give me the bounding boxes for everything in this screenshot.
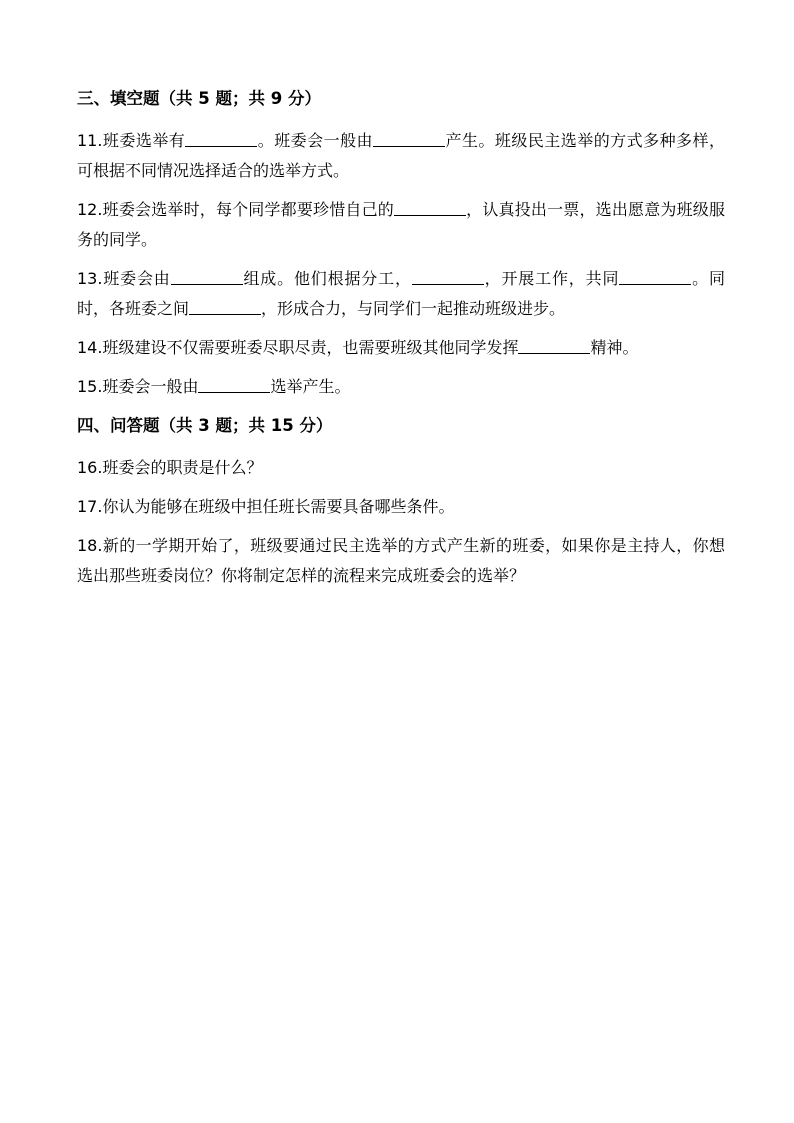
question-13-blank-2[interactable] [412,268,484,285]
question-14-blank-1[interactable] [518,337,590,354]
question-13-text-1: 13.班委会由 [77,269,171,288]
question-15 [77,372,725,402]
question-13 [77,264,725,324]
question-12-text-2: ，认真投出一票，选出愿意为班级服务的同学。 [77,200,725,249]
question-13-text-3: ，开展工作，共同 [483,269,620,288]
question-12 [77,195,725,255]
question-15-blank-1[interactable] [198,376,270,393]
question-12-text-1: 12.班委会选举时，每个同学都要珍惜自己的 [77,200,394,219]
question-13-blank-1[interactable] [171,268,243,285]
question-16: 16.班委会的职责是什么？ [77,458,263,477]
question-14 [77,333,725,363]
question-14-text-1: 14.班级建设不仅需要班委尽职尽责，也需要班级其他同学发挥 [77,338,519,357]
question-17: 17.你认为能够在班级中担任班长需要具备哪些条件。 [77,497,455,516]
document-content [77,84,725,600]
question-13-blank-3[interactable] [619,268,691,285]
question-18: 18.新的一学期开始了，班级要通过民主选举的方式产生新的班委，如果你是主持人，你想选出那些班委岗位？你将制定怎样的流程来完成班委会的选举？ [77,536,725,585]
question-11-text-3: 产生。班级民主选举的方式多种多样，可根据不同情况选择适合的选举方式。 [77,131,725,180]
question-11 [77,126,725,186]
question-13-text-5: ，形成合力，与同学们一起推动班级进步。 [261,299,566,318]
question-14-text-2: 精神。 [590,338,639,357]
question-11-blank-2[interactable] [373,130,445,147]
question-15-text-1: 15.班委会一般由 [77,377,199,396]
question-11-text-1: 11.班委选举有 [77,131,186,150]
section-title-short-answer: 四、问答题（共 3 题；共 15 分） [77,416,333,435]
section-title-fill-in-blank: 三、填空题（共 5 题；共 9 分） [77,89,321,108]
question-11-text-2: 。班委会一般由 [257,131,374,150]
question-13-blank-4[interactable] [189,298,261,315]
question-11-blank-1[interactable] [185,130,257,147]
question-13-text-2: 组成。他们根据分工， [242,269,412,288]
question-13-text-4: 。同时，各班委之间 [77,269,725,318]
question-15-text-2: 选举产生。 [270,377,351,396]
question-12-blank-1[interactable] [394,199,466,216]
